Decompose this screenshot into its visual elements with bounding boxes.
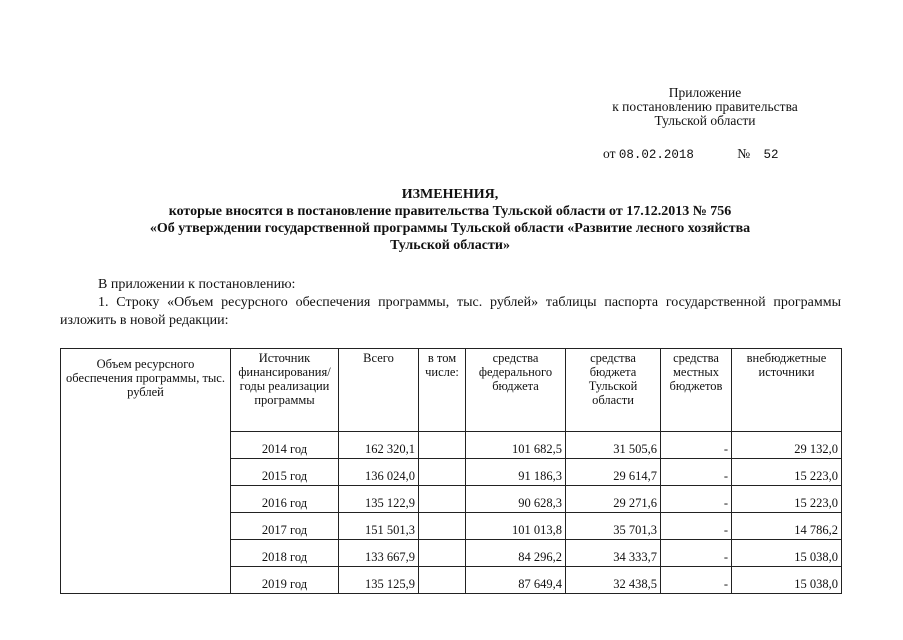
appendix-line: Приложение	[668, 85, 742, 100]
cell-extra: 29 132,0	[732, 432, 842, 459]
cell-year: 2017 год	[231, 513, 339, 540]
cell-local: -	[661, 432, 732, 459]
cell-extra: 15 223,0	[732, 459, 842, 486]
body-text	[60, 276, 841, 330]
document-heading	[60, 186, 840, 254]
decree-number-label: №	[737, 146, 751, 161]
cell-local: -	[661, 567, 732, 594]
cell-local: -	[661, 513, 732, 540]
cell-total: 162 320,1	[339, 432, 419, 459]
cell-federal: 90 628,3	[466, 486, 566, 513]
cell-total: 133 667,9	[339, 540, 419, 567]
cell-regional: 32 438,5	[566, 567, 661, 594]
cell-inc	[419, 513, 466, 540]
cell-local: -	[661, 459, 732, 486]
cell-total: 135 125,9	[339, 567, 419, 594]
cell-federal: 87 649,4	[466, 567, 566, 594]
cell-total: 151 501,3	[339, 513, 419, 540]
decree-reference	[603, 146, 779, 162]
column-header: средства федерального бюджета	[466, 349, 566, 432]
cell-inc	[419, 432, 466, 459]
cell-extra: 15 038,0	[732, 567, 842, 594]
heading-line: Тульской области»	[390, 238, 510, 253]
cell-inc	[419, 567, 466, 594]
decree-from-label: от	[603, 146, 616, 161]
paragraph: В приложении к постановлению:	[98, 277, 296, 292]
cell-total: 136 024,0	[339, 459, 419, 486]
column-header: Источник финансирования/ годы реализации программы	[231, 349, 339, 432]
cell-inc	[419, 540, 466, 567]
column-header: внебюджетные источники	[732, 349, 842, 432]
cell-extra: 15 223,0	[732, 486, 842, 513]
cell-local: -	[661, 540, 732, 567]
decree-date: 08.02.2018	[618, 148, 694, 162]
cell-year: 2019 год	[231, 567, 339, 594]
cell-year: 2018 год	[231, 540, 339, 567]
column-header: средства бюджета Тульской области	[566, 349, 661, 432]
column-header: в том числе:	[419, 349, 466, 432]
cell-regional: 34 333,7	[566, 540, 661, 567]
heading-line: которые вносятся в постановление правительства Тульской области от 17.12.2013 № 756	[168, 204, 732, 219]
cell-extra: 14 786,2	[732, 513, 842, 540]
cell-federal: 101 682,5	[466, 432, 566, 459]
cell-year: 2014 год	[231, 432, 339, 459]
appendix-line: Тульской области	[654, 113, 756, 128]
cell-regional: 29 614,7	[566, 459, 661, 486]
resource-table	[60, 348, 842, 594]
table-header-row	[61, 349, 842, 432]
appendix-line: к постановлению правительства	[612, 99, 798, 114]
cell-regional: 31 505,6	[566, 432, 661, 459]
cell-inc	[419, 459, 466, 486]
cell-local: -	[661, 486, 732, 513]
cell-total: 135 122,9	[339, 486, 419, 513]
cell-year: 2016 год	[231, 486, 339, 513]
cell-federal: 101 013,8	[466, 513, 566, 540]
cell-federal: 84 296,2	[466, 540, 566, 567]
column-header: Всего	[339, 349, 419, 432]
row-label: Объем ресурсного обеспечения программы, тыс. рублей	[61, 349, 231, 594]
cell-federal: 91 186,3	[466, 459, 566, 486]
paragraph: 1. Строку «Объем ресурсного обеспечения программы, тыс. рублей» таблицы паспорта государственной программы изложить в новой редакции:	[60, 295, 841, 328]
cell-extra: 15 038,0	[732, 540, 842, 567]
cell-regional: 29 271,6	[566, 486, 661, 513]
column-header: средства местных бюджетов	[661, 349, 732, 432]
cell-regional: 35 701,3	[566, 513, 661, 540]
cell-year: 2015 год	[231, 459, 339, 486]
cell-inc	[419, 486, 466, 513]
decree-number: 52	[763, 148, 779, 162]
document-title: ИЗМЕНЕНИЯ,	[401, 187, 499, 202]
heading-line: «Об утверждении государственной программы Тульской области «Развитие лесного хозяйства	[149, 221, 751, 236]
appendix-header	[600, 86, 810, 128]
